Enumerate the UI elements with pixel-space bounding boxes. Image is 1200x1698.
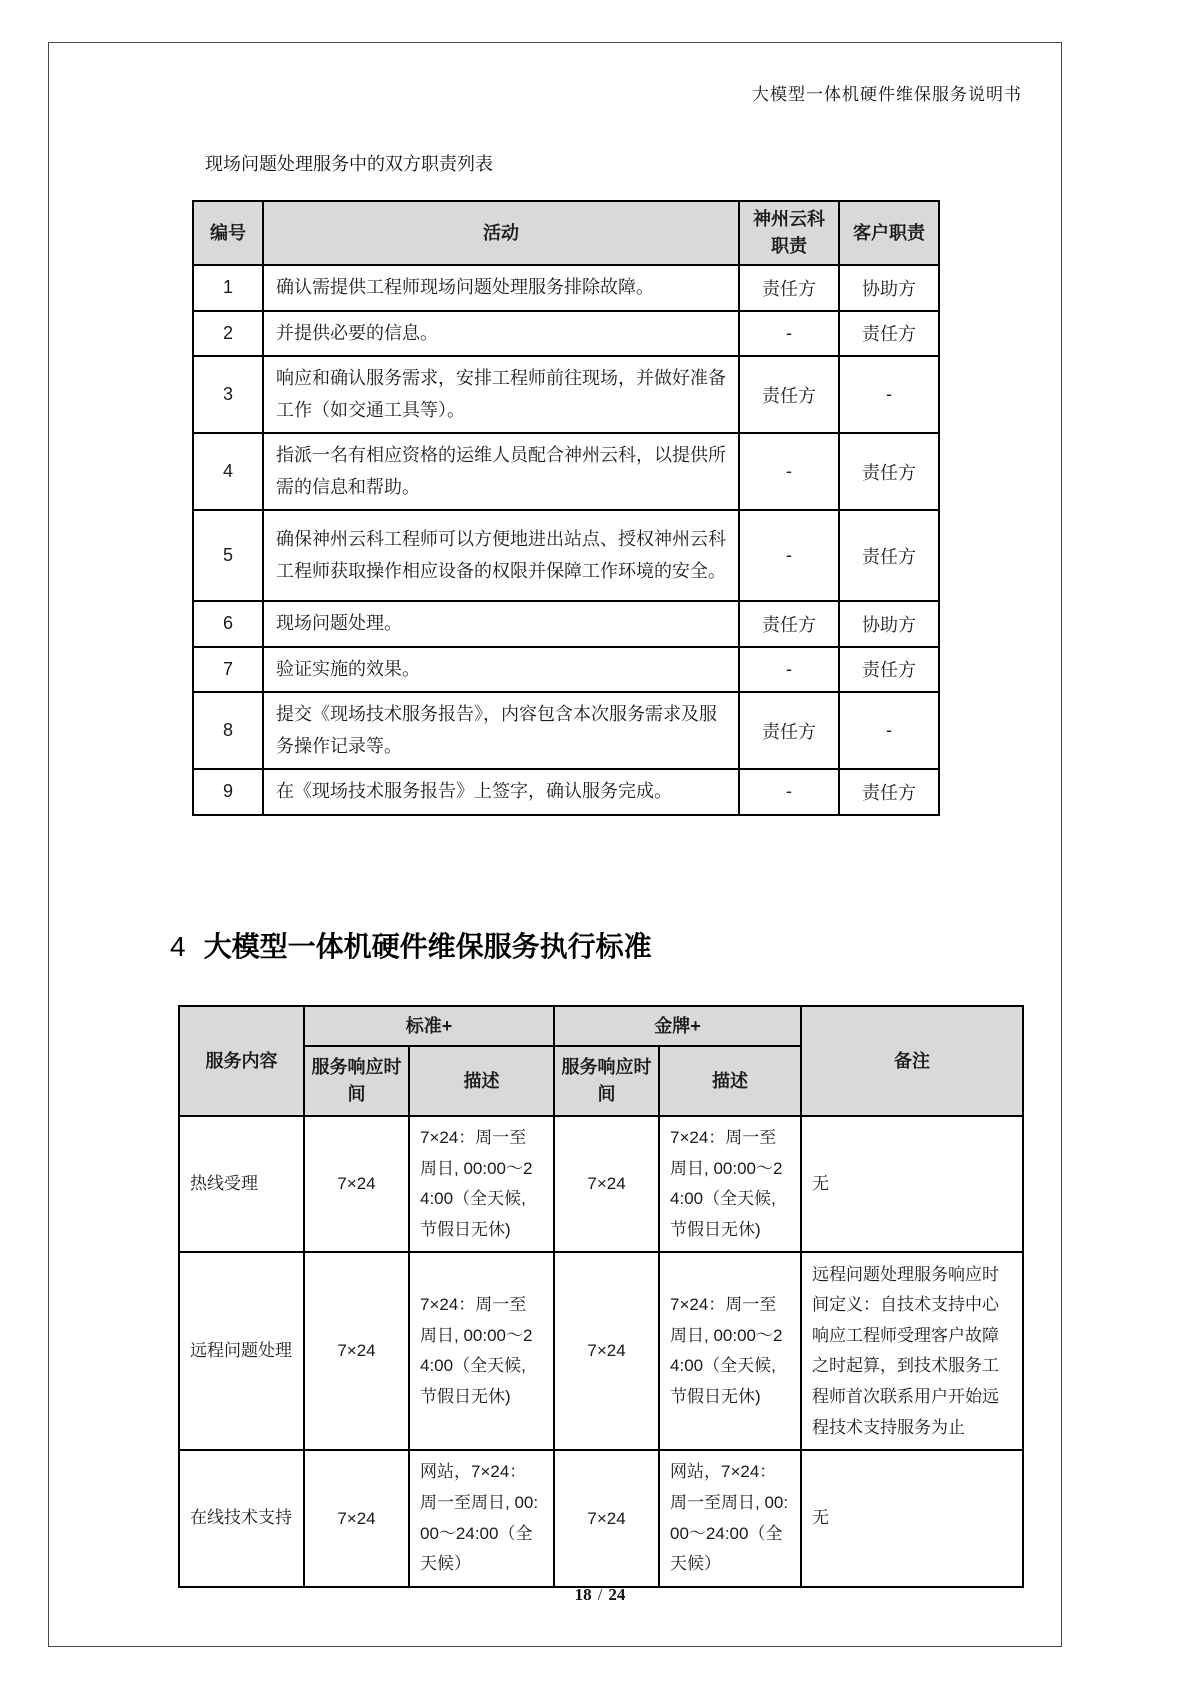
column-header-std-desc: 描述 [409,1046,554,1116]
table-row [193,510,939,601]
cell-no: 8 [193,692,263,769]
cell-customer: - [839,356,939,433]
table-row [179,1252,1023,1450]
cell-customer: 责任方 [839,647,939,693]
column-header-remark: 备注 [801,1006,1023,1116]
cell-no: 5 [193,510,263,601]
column-header-gold-desc: 描述 [659,1046,801,1116]
cell-std-desc: 7×24：周一至周日, 00:00～24:00（全天候, 节假日无休) [409,1116,554,1252]
cell-customer: 责任方 [839,433,939,510]
cell-vendor: - [739,433,839,510]
cell-customer: - [839,692,939,769]
cell-no: 9 [193,769,263,815]
cell-std-response: 7×24 [304,1450,409,1586]
service-standard-table [178,1005,1024,1588]
footer-current-page: 18 [574,1585,592,1604]
cell-no: 7 [193,647,263,693]
cell-vendor: 责任方 [739,265,839,311]
cell-no: 1 [193,265,263,311]
cell-remark: 无 [801,1450,1023,1586]
column-header-vendor: 神州云科职责 [739,201,839,265]
column-header-no: 编号 [193,201,263,265]
column-header-activity: 活动 [263,201,739,265]
table-row [179,1450,1023,1586]
cell-vendor: - [739,647,839,693]
cell-remark: 无 [801,1116,1023,1252]
cell-activity: 指派一名有相应资格的运维人员配合神州云科，以提供所需的信息和帮助。 [263,433,739,510]
cell-customer: 协助方 [839,265,939,311]
cell-remark: 远程问题处理服务响应时间定义：自技术支持中心响应工程师受理客户故障之时起算，到技术服务工程师首次联系用户开始远程技术支持服务为止 [801,1252,1023,1450]
column-header-service: 服务内容 [179,1006,304,1116]
table-row [193,647,939,693]
cell-gold-response: 7×24 [554,1450,659,1586]
column-header-customer: 客户职责 [839,201,939,265]
cell-vendor: 责任方 [739,692,839,769]
section-title: 大模型一体机硬件维保服务执行标准 [203,931,652,962]
cell-gold-desc: 网站，7×24：周一至周日, 00:00～24:00（全天候） [659,1450,801,1586]
footer-separator: / [597,1585,603,1604]
cell-vendor: - [739,769,839,815]
cell-service: 远程问题处理 [179,1252,304,1450]
section-heading [170,925,652,965]
section-number: 4 [170,931,186,962]
cell-no: 2 [193,311,263,357]
column-group-gold: 金牌+ [554,1006,801,1046]
cell-activity: 验证实施的效果。 [263,647,739,693]
cell-customer: 协助方 [839,601,939,647]
cell-activity: 响应和确认服务需求，安排工程师前往现场，并做好准备工作（如交通工具等）。 [263,356,739,433]
table-header-row [193,201,939,265]
cell-service: 在线技术支持 [179,1450,304,1586]
table-header-row-groups [179,1006,1023,1046]
cell-customer: 责任方 [839,769,939,815]
cell-gold-response: 7×24 [554,1252,659,1450]
cell-std-desc: 7×24：周一至周日, 00:00～24:00（全天候, 节假日无休) [409,1252,554,1450]
cell-service: 热线受理 [179,1116,304,1252]
footer-page-number [0,1585,1200,1605]
cell-activity: 并提供必要的信息。 [263,311,739,357]
cell-no: 4 [193,433,263,510]
table-row [193,265,939,311]
table-row [193,692,939,769]
document-header-title: 大模型一体机硬件维保服务说明书 [752,85,1022,104]
cell-activity: 在《现场技术服务报告》上签字，确认服务完成。 [263,769,739,815]
cell-vendor: 责任方 [739,356,839,433]
table-row [193,769,939,815]
column-group-standard: 标准+ [304,1006,554,1046]
cell-gold-desc: 7×24：周一至周日, 00:00～24:00（全天候, 节假日无休) [659,1252,801,1450]
table-row [193,601,939,647]
cell-activity: 确保神州云科工程师可以方便地进出站点、授权神州云科工程师获取操作相应设备的权限并保障工作环境的安全。 [263,510,739,601]
table-row [193,433,939,510]
cell-customer: 责任方 [839,510,939,601]
column-header-gold-response: 服务响应时间 [554,1046,659,1116]
cell-activity: 确认需提供工程师现场问题处理服务排除故障。 [263,265,739,311]
column-header-std-response: 服务响应时间 [304,1046,409,1116]
cell-std-response: 7×24 [304,1252,409,1450]
cell-no: 6 [193,601,263,647]
cell-no: 3 [193,356,263,433]
footer-total-pages: 24 [608,1585,626,1604]
cell-gold-desc: 7×24：周一至周日, 00:00～24:00（全天候, 节假日无休) [659,1116,801,1252]
cell-gold-response: 7×24 [554,1116,659,1252]
table-row [179,1116,1023,1252]
cell-vendor: 责任方 [739,601,839,647]
cell-std-desc: 网站，7×24：周一至周日, 00:00～24:00（全天候） [409,1450,554,1586]
cell-customer: 责任方 [839,311,939,357]
cell-vendor: - [739,510,839,601]
cell-vendor: - [739,311,839,357]
table-row [193,356,939,433]
cell-activity: 现场问题处理。 [263,601,739,647]
cell-std-response: 7×24 [304,1116,409,1252]
responsibility-table [192,200,940,816]
intro-text: 现场问题处理服务中的双方职责列表 [205,154,493,174]
cell-activity: 提交《现场技术服务报告》，内容包含本次服务需求及服务操作记录等。 [263,692,739,769]
table-row [193,311,939,357]
